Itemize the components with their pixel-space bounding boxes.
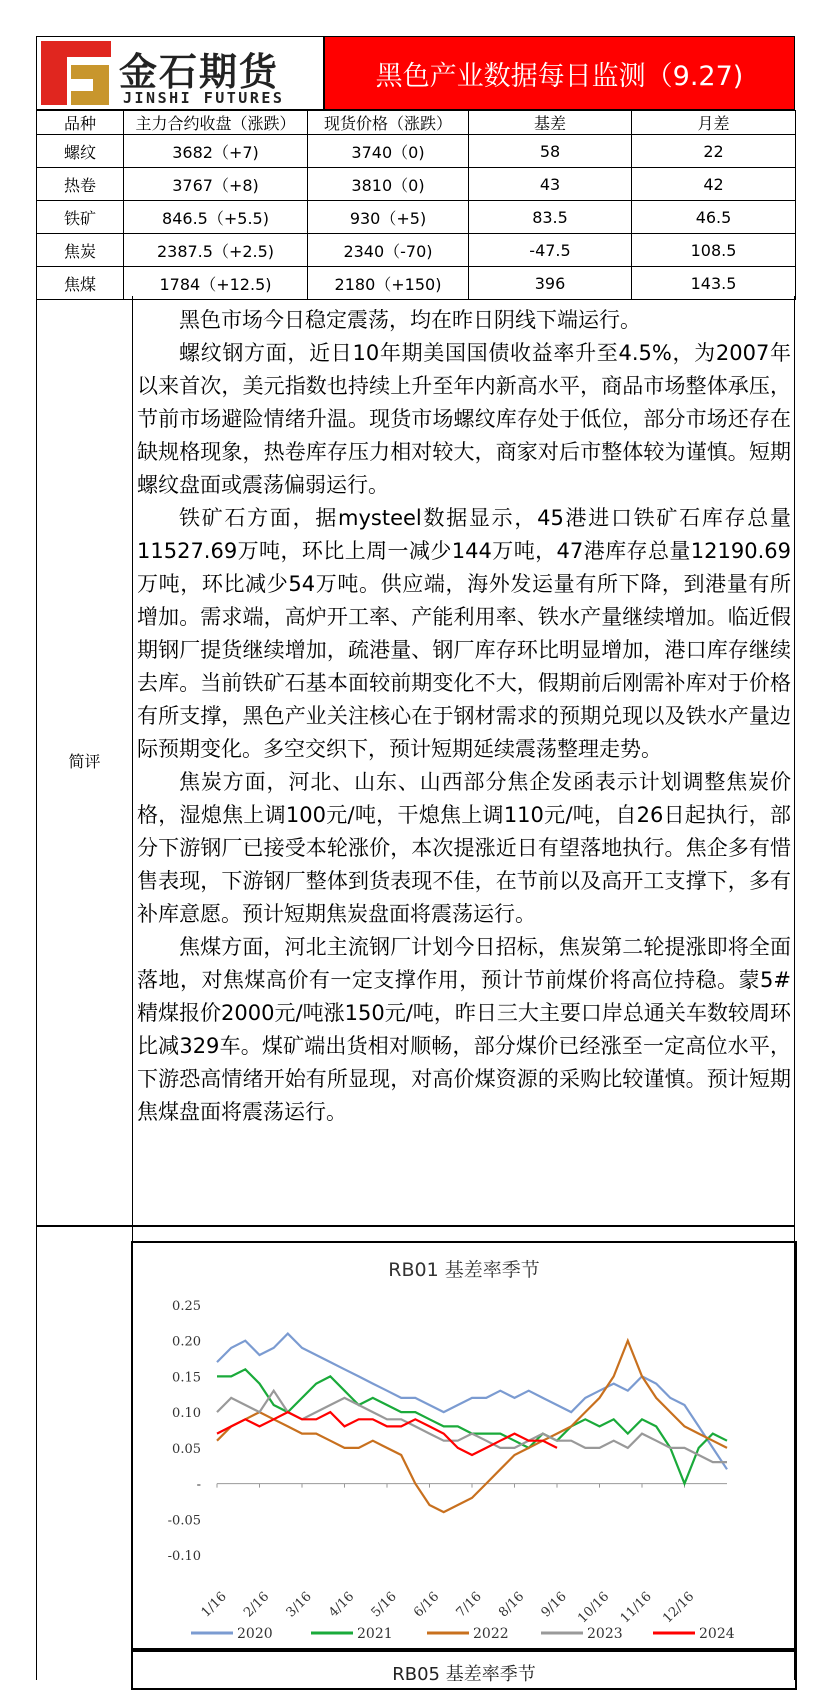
chart2-title: RB05 基差率季节 [392, 1664, 536, 1685]
legend-label: 2020 [237, 1626, 273, 1642]
table-row [37, 201, 796, 234]
table-cell: 846.5（+5.5) [124, 201, 308, 234]
x-tick-label: 6/16 [411, 1589, 443, 1621]
y-tick-label: 0.15 [172, 1370, 201, 1386]
x-tick-label: 3/16 [283, 1589, 315, 1621]
table-cell: 46.5 [632, 201, 796, 234]
y-tick-label: 0.10 [172, 1406, 201, 1422]
table-cell: 1784（+12.5) [124, 267, 308, 300]
x-tick-label: 1/16 [198, 1589, 230, 1621]
table-header-cell: 月差 [632, 111, 796, 135]
y-tick-label: 0.20 [172, 1334, 201, 1350]
company-logo [36, 36, 324, 110]
table-cell: 83.5 [469, 201, 632, 234]
table-cell: 108.5 [632, 234, 796, 267]
table-cell: 143.5 [632, 267, 796, 300]
table-cell: 42 [632, 168, 796, 201]
table-cell: 焦炭 [37, 234, 124, 267]
rb05-chart-frame [131, 1650, 797, 1690]
x-tick-label: 10/16 [575, 1589, 613, 1627]
legend-label: 2021 [357, 1626, 393, 1642]
table-cell: 930（+5) [308, 201, 469, 234]
y-tick-label: - [196, 1477, 201, 1493]
legend-label: 2024 [699, 1626, 735, 1642]
table-row [37, 135, 796, 168]
y-tick-label: -0.10 [167, 1549, 201, 1564]
commentary-paragraph: 焦煤方面，河北主流钢厂计划今日招标，焦炭第二轮提涨即将全面落地，对焦煤高价有一定支撑作用，预计节前煤价将高位持稳。蒙5#精煤报价2000元/吨涨150元/吨，昨日三大主要口岸总通关车数较周环比减329车。煤矿端出货相对顺畅，部分煤价已经涨至一定高位水平，下游恐高情绪开始有所显现，对高价煤资源的采购比较谨慎。预计短期焦煤盘面将震荡运行。 [137, 935, 791, 1124]
jinshi-logo-icon [41, 41, 111, 105]
x-tick-label: 5/16 [368, 1589, 400, 1621]
commentary-paragraph: 黑色市场今日稳定震荡，均在昨日阴线下端运行。 [179, 308, 641, 332]
logo-chinese-name: 金石期货 [119, 50, 280, 94]
table-cell: 22 [632, 135, 796, 168]
table-row [37, 267, 796, 300]
table-cell: 铁矿 [37, 201, 124, 234]
series-line-2020 [217, 1334, 727, 1470]
x-tick-label: 7/16 [453, 1589, 485, 1621]
y-tick-label: 0.05 [172, 1441, 201, 1457]
table-row [37, 234, 796, 267]
table-cell: 3740（0) [308, 135, 469, 168]
chart-title: RB01 基差率季节 [388, 1259, 540, 1281]
table-row [37, 168, 796, 201]
table-cell: 3810（0) [308, 168, 469, 201]
logo-english-name: JINSHI FUTURES [123, 89, 285, 107]
table-header-cell: 基差 [469, 111, 632, 135]
x-tick-label: 9/16 [538, 1589, 570, 1621]
table-header-row [37, 111, 796, 135]
commentary-paragraph: 螺纹钢方面，近日10年期美国国债收益率升至4.5%，为2007年以来首次，美元指数也持续上升至年内新高水平，商品市场整体承压，节前市场避险情绪升温。现货市场螺纹库存处于低位，部分市场还存在缺规格现象，热卷库存压力相对较大，商家对后市整体较为谨慎。短期螺纹盘面或震荡偏弱运行。 [137, 341, 791, 497]
rb01-basis-chart [131, 1241, 797, 1650]
series-line-2021 [217, 1369, 727, 1483]
table-cell: 2340（-70) [308, 234, 469, 267]
y-tick-label: 0.25 [172, 1299, 201, 1314]
table-cell: 螺纹 [37, 135, 124, 168]
commentary-text [137, 304, 791, 1129]
x-tick-label: 11/16 [617, 1589, 655, 1627]
table-header-cell: 主力合约收盘（涨跌） [124, 111, 308, 135]
table-cell: -47.5 [469, 234, 632, 267]
table-cell: 58 [469, 135, 632, 168]
commentary-label: 简评 [37, 296, 133, 1225]
commentary-paragraph: 铁矿石方面，据mysteel数据显示，45港进口铁矿石库存总量11527.69万吨，环比上周一减少144万吨，47港库存总量12190.69万吨，环比减少54万吨。供应端，海外发运量有所下降，到港量有所增加。需求端，高炉开工率、产能利用率、铁水产量继续增加。临近假期钢厂提货继续增加，疏港量、钢厂库存环比明显增加，港口库存继续去库。当前铁矿石基本面较前期变化不大，假期前后刚需补库对于价格有所支撑，黑色产业关注核心在于钢材需求的预期兑现以及铁水产量边际预期变化。多空交织下，预计短期延续震荡整理走势。 [137, 506, 791, 761]
table-cell: 3767（+8) [124, 168, 308, 201]
table-cell: 热卷 [37, 168, 124, 201]
legend-label: 2023 [587, 1626, 623, 1642]
legend-label: 2022 [473, 1626, 509, 1642]
table-cell: 2180（+150) [308, 267, 469, 300]
report-title: 黑色产业数据每日监测（9.27) [324, 36, 795, 110]
series-line-2023 [217, 1391, 727, 1462]
table-cell: 2387.5（+2.5) [124, 234, 308, 267]
table-cell: 焦煤 [37, 267, 124, 300]
x-tick-label: 4/16 [326, 1589, 358, 1621]
chart-label-column [37, 1227, 133, 1680]
y-tick-label: -0.05 [167, 1513, 201, 1529]
commentary-section [36, 296, 795, 1226]
table-cell: 43 [469, 168, 632, 201]
table-cell: 3682（+7) [124, 135, 308, 168]
commentary-paragraph: 焦炭方面，河北、山东、山西部分焦企发函表示计划调整焦炭价格，湿熄焦上调100元/吨，干熄焦上调110元/吨，自26日起执行，部分下游钢厂已接受本轮涨价，本次提涨近日有望落地执行。焦企多有惜售表现，下游钢厂整体到货表现不佳，在节前以及高开工支撑下，多有补库意愿。预计短期焦炭盘面将震荡运行。 [137, 770, 791, 926]
table-header-cell: 现货价格（涨跌） [308, 111, 469, 135]
price-table [36, 110, 796, 300]
table-cell: 396 [469, 267, 632, 300]
x-tick-label: 2/16 [241, 1589, 273, 1621]
table-header-cell: 品种 [37, 111, 124, 135]
x-tick-label: 12/16 [660, 1589, 698, 1627]
x-tick-label: 8/16 [496, 1589, 528, 1621]
